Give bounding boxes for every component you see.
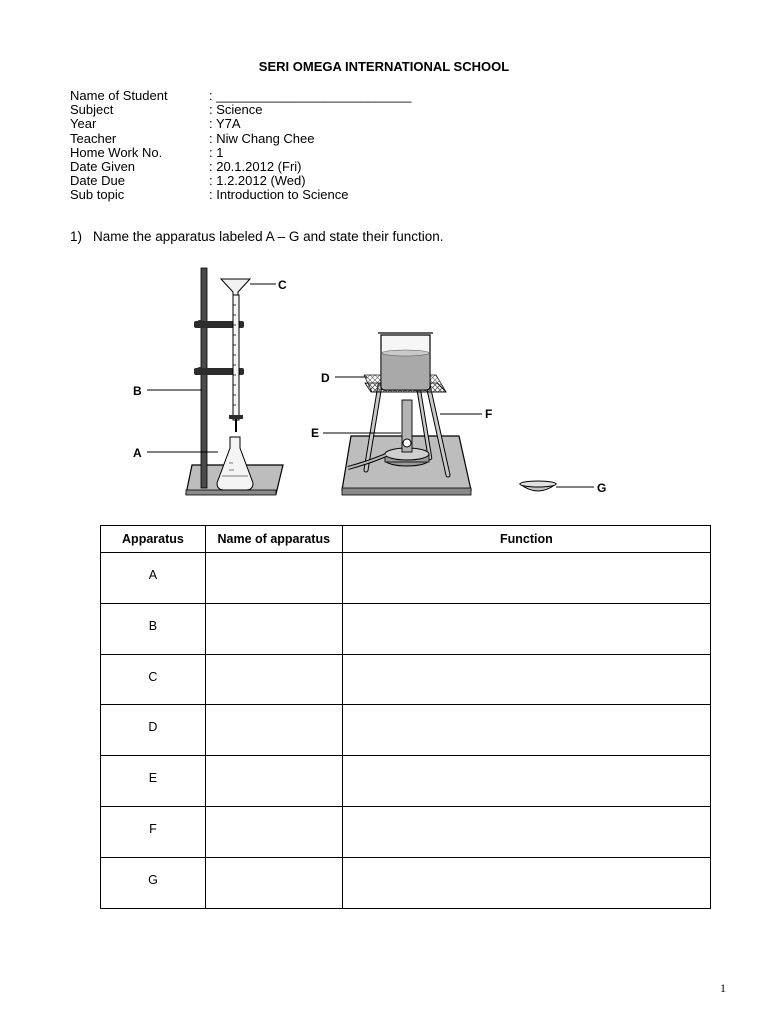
info-value: : ___________________________ [209, 88, 412, 103]
apparatus-letter: B [101, 603, 206, 654]
name-answer-cell[interactable] [205, 553, 342, 604]
table-row [101, 705, 711, 756]
name-answer-cell[interactable] [205, 705, 342, 756]
function-answer-cell[interactable] [342, 603, 710, 654]
info-value: : Niw Chang Chee [209, 130, 315, 146]
apparatus-letter: G [101, 857, 206, 908]
name-answer-cell[interactable] [205, 806, 342, 857]
function-answer-cell[interactable] [342, 857, 710, 908]
question-text: Name the apparatus labeled A – G and state their function. [93, 229, 444, 244]
table-row [101, 756, 711, 807]
name-answer-cell[interactable] [205, 756, 342, 807]
burette-and-funnel [221, 279, 250, 432]
info-value: : 1 [209, 144, 224, 160]
table-row [101, 806, 711, 857]
page-number: 1 [720, 981, 726, 995]
table-row [101, 603, 711, 654]
table-row [101, 553, 711, 604]
function-answer-cell[interactable] [342, 705, 710, 756]
info-label: Name of Student [70, 88, 168, 103]
table-row [101, 654, 711, 705]
info-label: Date Due [70, 173, 125, 189]
apparatus-letter: E [101, 756, 206, 807]
name-answer-cell[interactable] [205, 603, 342, 654]
info-label: Subject [70, 102, 114, 118]
info-label: Year [70, 116, 97, 132]
header-name-of-apparatus: Name of apparatus [205, 526, 342, 553]
apparatus-letter: A [101, 553, 206, 604]
info-value: : 1.2.2012 (Wed) [209, 173, 306, 189]
header-function: Function [342, 526, 710, 553]
function-answer-cell[interactable] [342, 756, 710, 807]
info-value: : Science [209, 102, 263, 118]
info-label: Home Work No. [70, 144, 163, 160]
label-a: A [133, 446, 142, 460]
info-value: : Introduction to Science [209, 187, 349, 203]
name-answer-cell[interactable] [205, 857, 342, 908]
info-label: Date Given [70, 159, 136, 175]
conical-flask [217, 437, 253, 490]
info-label: Sub topic [70, 187, 125, 203]
apparatus-letter: D [101, 705, 206, 756]
table-row [101, 857, 711, 908]
question-number: 1) [70, 229, 83, 244]
apparatus-letter: C [101, 654, 206, 705]
info-value: : 20.1.2012 (Fri) [209, 159, 302, 175]
table-header-row [101, 526, 711, 553]
info-label: Teacher [70, 130, 117, 146]
apparatus-table [100, 525, 711, 909]
label-c: C [278, 278, 287, 292]
label-e: E [311, 426, 320, 440]
name-answer-cell[interactable] [205, 654, 342, 705]
header-apparatus: Apparatus [101, 526, 206, 553]
evaporating-dish [520, 481, 556, 491]
apparatus-letter: F [101, 806, 206, 857]
label-f: F [485, 407, 493, 421]
school-title: SERI OMEGA INTERNATIONAL SCHOOL [258, 59, 510, 74]
label-g: G [597, 481, 607, 495]
label-b: B [133, 384, 142, 398]
beaker [378, 333, 433, 390]
label-d: D [321, 371, 330, 385]
heating-setup [342, 375, 471, 495]
info-value: : Y7A [209, 116, 241, 132]
function-answer-cell[interactable] [342, 806, 710, 857]
function-answer-cell[interactable] [342, 654, 710, 705]
function-answer-cell[interactable] [342, 553, 710, 604]
